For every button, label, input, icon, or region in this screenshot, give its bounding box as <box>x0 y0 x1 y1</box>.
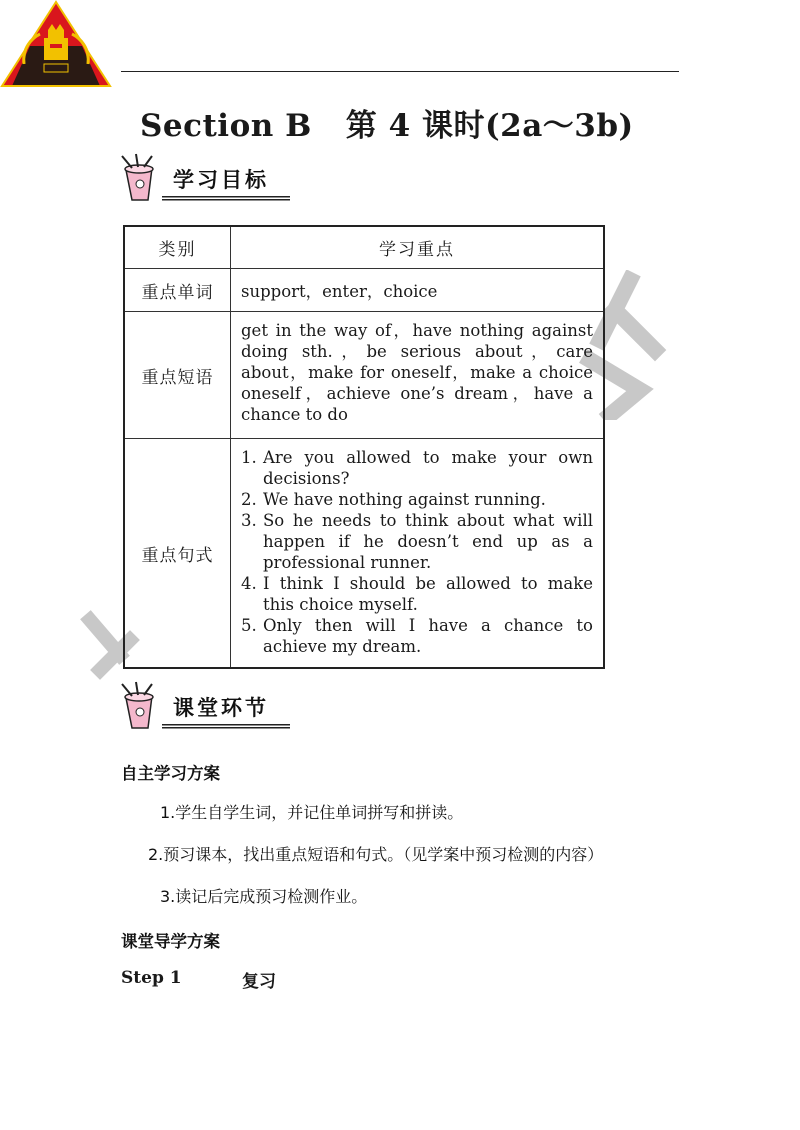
sentence-text: Only then will I have a chance to achieve my dream. <box>263 616 593 656</box>
sentence-number: 3. <box>241 511 257 530</box>
objectives-table <box>123 225 605 669</box>
sentence-number: 5. <box>241 616 257 635</box>
sentence-text: We have nothing against running. <box>263 490 546 509</box>
row-label-phrases: 重点短语 <box>125 312 231 439</box>
heading-underline <box>162 724 290 729</box>
self-study-item: 1.学生自学生词，并记住单词拼写和拼读。 <box>160 803 464 822</box>
list-item <box>241 489 593 510</box>
sentence-list <box>241 447 593 657</box>
objectives-heading <box>118 152 298 204</box>
sentence-number: 2. <box>241 490 257 509</box>
sentence-number: 1. <box>241 448 257 467</box>
table-header-focus: 学习重点 <box>231 227 603 269</box>
list-item <box>241 510 593 573</box>
classroom-heading <box>118 680 298 732</box>
row-content-words <box>231 269 603 312</box>
row-label-words: 重点单词 <box>125 269 231 312</box>
sentence-text: Are you allowed to make your own decisions? <box>263 448 593 488</box>
self-study-item: 2.预习课本，找出重点短语和句式。（见学案中预习检测的内容） <box>148 845 604 864</box>
sentence-text: So he needs to think about what will happen if he doesn’t end up as a professional runner. <box>263 511 593 572</box>
table-header-category: 类别 <box>125 227 231 269</box>
title-lesson: 第 4 课时(2a～3b) <box>345 108 634 144</box>
heading-underline <box>162 196 290 201</box>
guided-study-title: 课堂导学方案 <box>121 932 220 951</box>
objectives-heading-label: 学习目标 <box>173 168 269 192</box>
row-label-sentences: 重点句式 <box>125 439 231 667</box>
sentence-number: 4. <box>241 574 257 593</box>
title-section: Section B <box>140 108 312 144</box>
self-study-item: 3.读记后完成预习检测作业。 <box>160 887 368 906</box>
page-title <box>140 100 634 145</box>
key-words-text: support，enter，choice <box>241 282 438 301</box>
step-title: 复习 <box>242 972 276 992</box>
classroom-heading-label: 课堂环节 <box>173 696 269 720</box>
header-rule <box>121 71 679 72</box>
list-item <box>241 447 593 489</box>
sentence-text: I think I should be allowed to make this choice myself. <box>263 574 593 614</box>
list-item <box>241 615 593 657</box>
list-item <box>241 573 593 615</box>
school-crest-icon <box>0 0 112 88</box>
self-study-title: 自主学习方案 <box>121 764 220 783</box>
row-content-sentences <box>231 439 603 667</box>
row-content-phrases: get in the way of，have nothing against doing sth.，be serious about，care about，make for oneself，make a choice oneself，achieve one’s dream，have a chance to do <box>231 312 603 439</box>
step-label: Step 1 <box>121 968 182 988</box>
